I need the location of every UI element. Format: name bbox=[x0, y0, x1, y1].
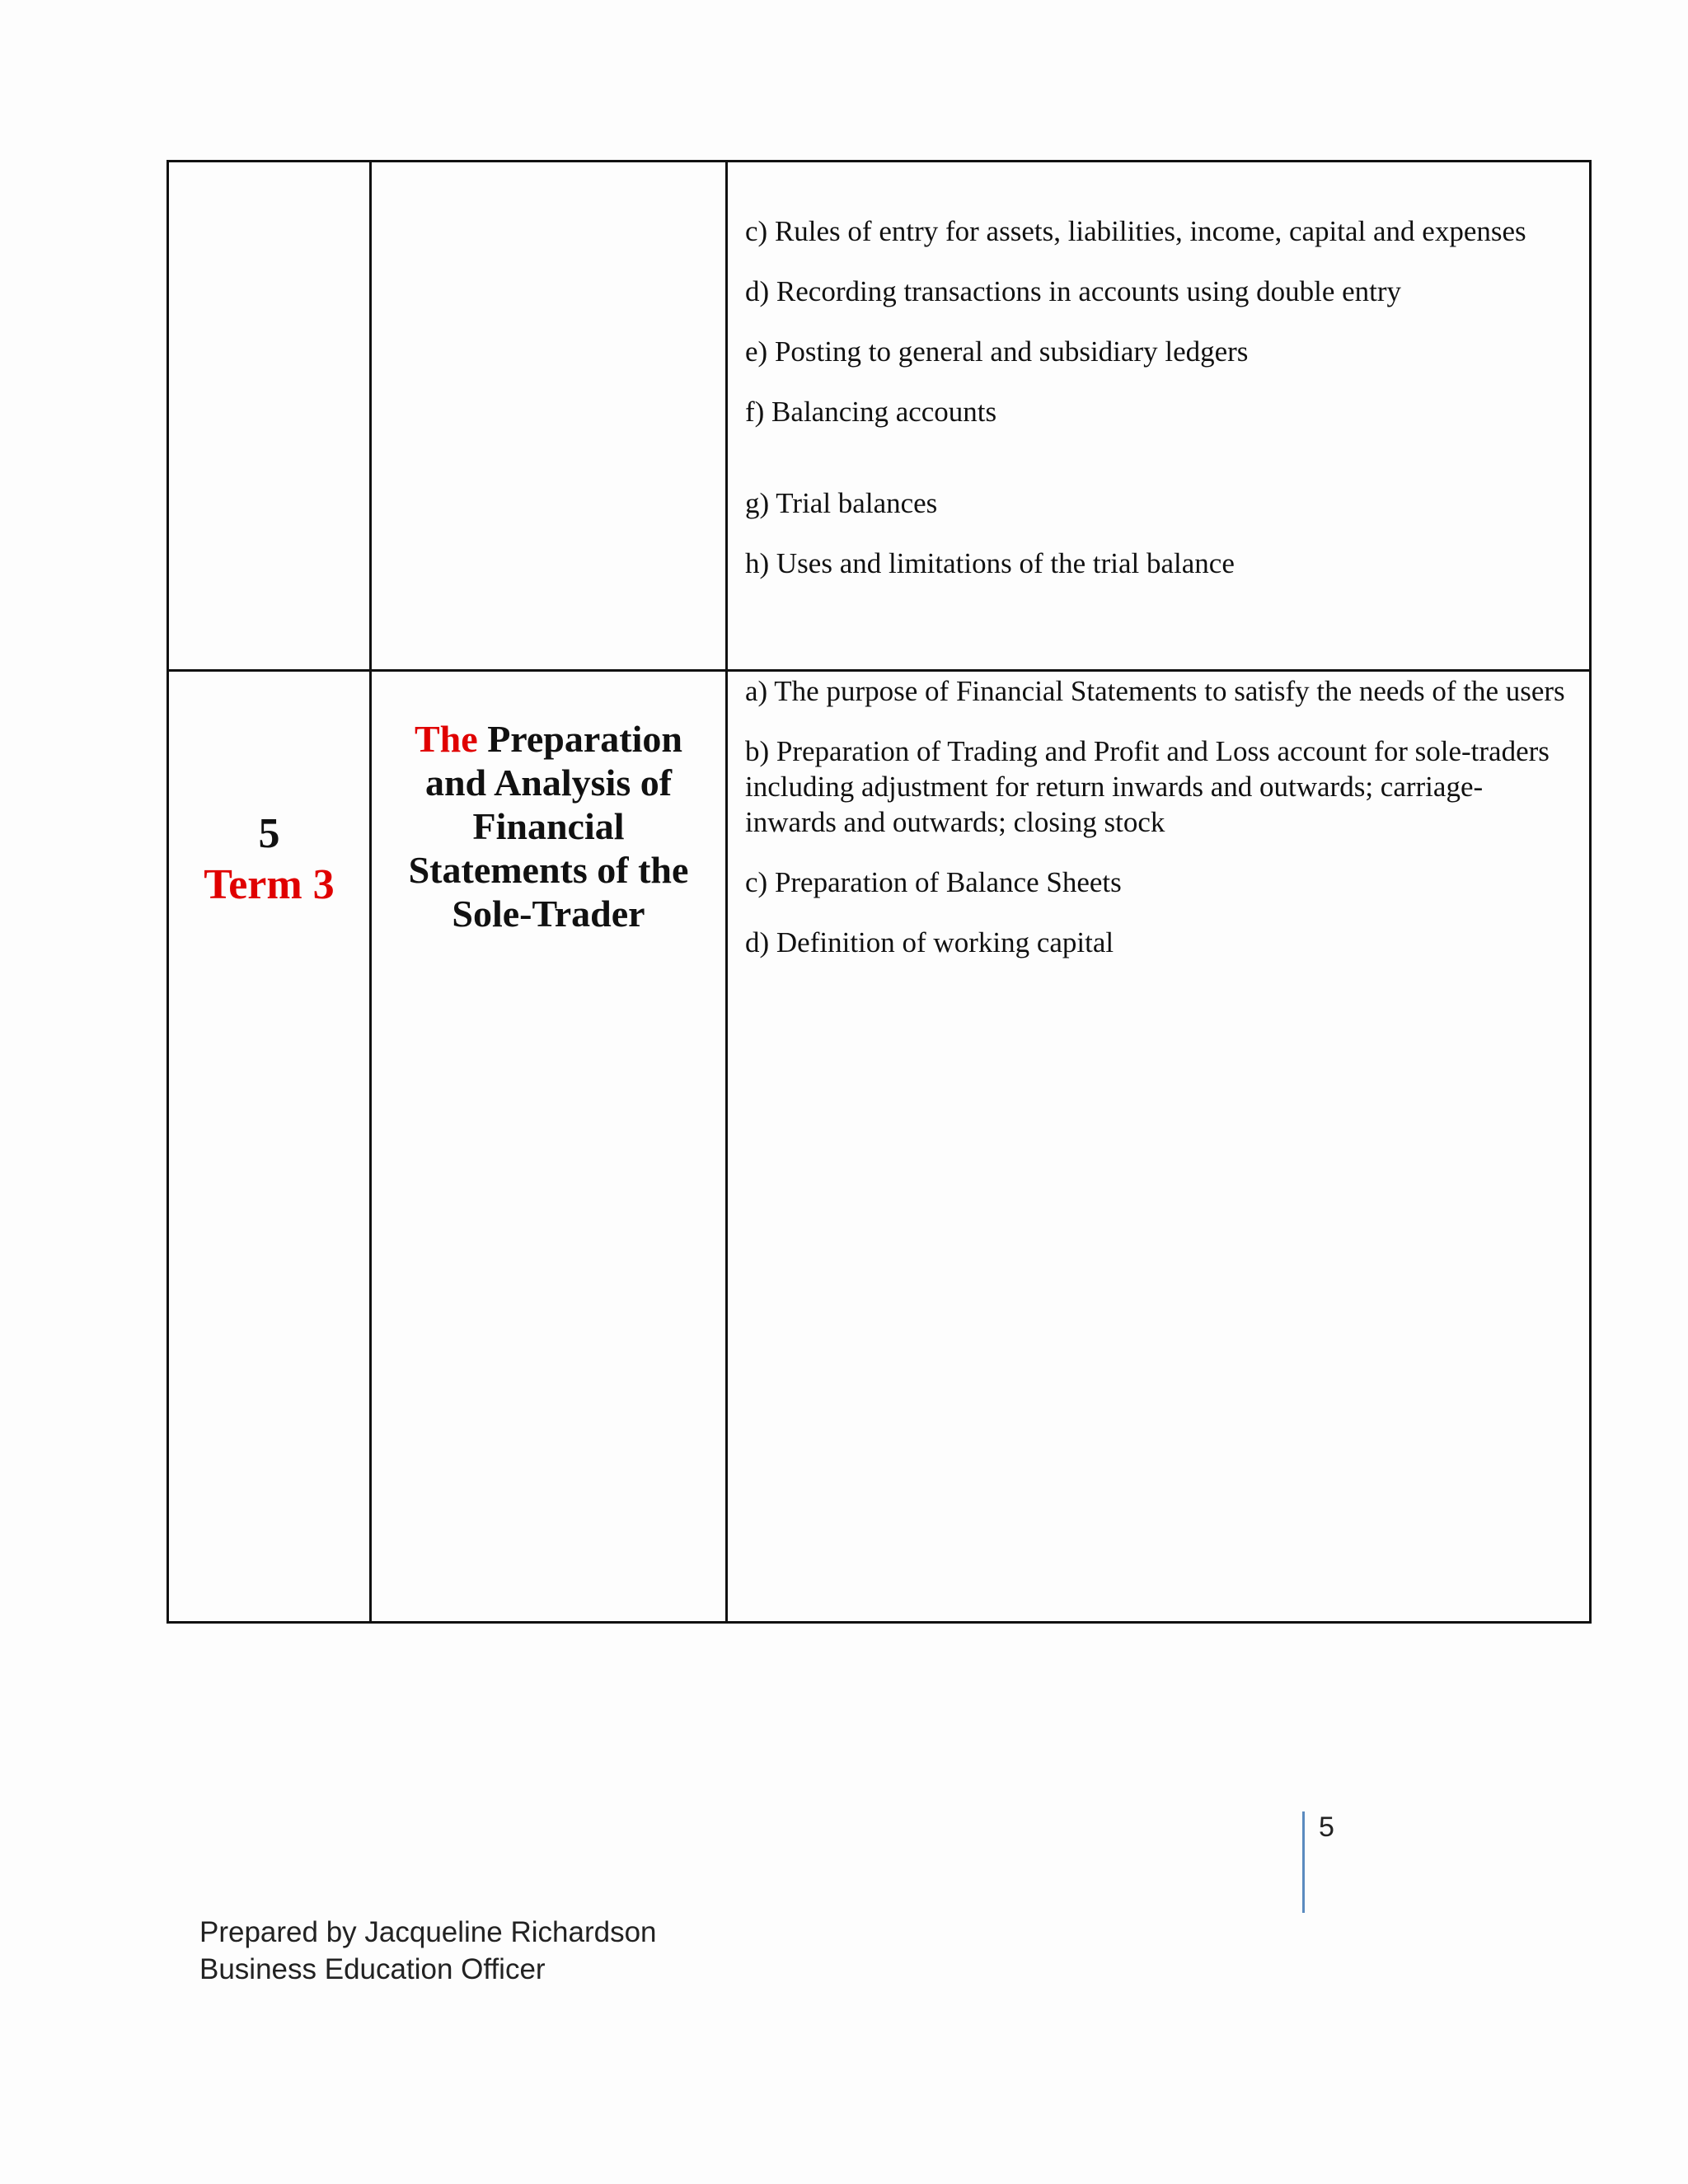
list-item: f) Balancing accounts bbox=[745, 396, 997, 428]
topic-title-red: The bbox=[415, 718, 478, 760]
list-item: e) Posting to general and subsidiary ledgers bbox=[745, 335, 1249, 368]
topic-title: Preparation and Analysis of Financial Statements of the Sole-Trader bbox=[408, 718, 689, 935]
objectives-cell bbox=[727, 162, 1591, 671]
topic-cell bbox=[371, 671, 727, 1623]
list-item: d) Definition of working capital bbox=[745, 926, 1114, 958]
footer-divider bbox=[1302, 1811, 1305, 1913]
list-item: g) Trial balances bbox=[745, 487, 938, 519]
prepared-by: Prepared by Jacqueline Richardson bbox=[199, 1916, 657, 1948]
unit-cell bbox=[168, 162, 371, 671]
author-role: Business Education Officer bbox=[199, 1953, 546, 1985]
unit-term: Term 3 bbox=[204, 861, 335, 908]
list-item: c) Rules of entry for assets, liabilities, income, capital and expenses bbox=[745, 215, 1526, 247]
unit-cell bbox=[168, 671, 371, 1623]
objectives-cell bbox=[727, 671, 1591, 1623]
list-item: b) Preparation of Trading and Profit and Loss account for sole-traders including adjustment for return inwards and outwards; carriage- inwards and outwards; closing stock bbox=[745, 735, 1550, 838]
list-item: a) The purpose of Financial Statements to satisfy the needs of the users bbox=[745, 675, 1565, 707]
page-number: 5 bbox=[1319, 1811, 1334, 1843]
table-row bbox=[168, 162, 1591, 671]
list-item: d) Recording transactions in accounts using double entry bbox=[745, 275, 1402, 307]
list-item: h) Uses and limitations of the trial balance bbox=[745, 547, 1235, 579]
footer-credit bbox=[199, 1914, 657, 1988]
topic-cell bbox=[371, 162, 727, 671]
syllabus-table bbox=[166, 160, 1592, 1624]
list-item: c) Preparation of Balance Sheets bbox=[745, 866, 1122, 898]
table-row bbox=[168, 671, 1591, 1623]
unit-number: 5 bbox=[258, 810, 280, 857]
